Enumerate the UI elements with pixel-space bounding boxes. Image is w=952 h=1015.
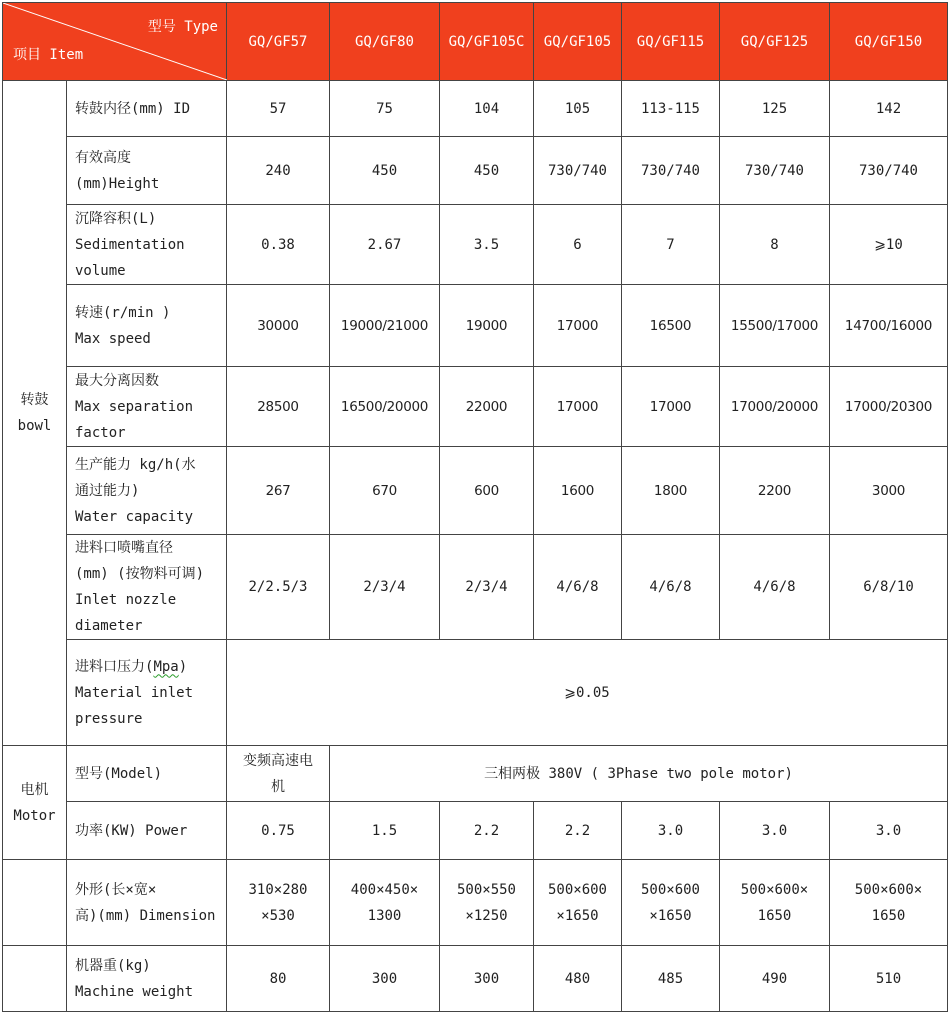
cell: 0.75 bbox=[227, 802, 330, 860]
row-label: 转速(r/min ) Max speed bbox=[67, 285, 227, 367]
cell: 2/2.5/3 bbox=[227, 535, 330, 640]
cell: 15500/17000 bbox=[720, 285, 830, 367]
cell: 变频高速电 机 bbox=[227, 746, 330, 802]
cell: 4/6/8 bbox=[622, 535, 720, 640]
group-bowl bbox=[3, 81, 67, 746]
cell: 16500/20000 bbox=[330, 367, 440, 447]
cell: 30000 bbox=[227, 285, 330, 367]
cell: 730/740 bbox=[622, 137, 720, 205]
row-label: 进料口压力(Mpa) Material inlet pressure bbox=[67, 640, 227, 746]
group-en: bowl bbox=[17, 418, 52, 434]
cell: 2.67 bbox=[330, 205, 440, 285]
cell: 3.5 bbox=[440, 205, 534, 285]
cell: 3.0 bbox=[720, 802, 830, 860]
cell: 2/3/4 bbox=[330, 535, 440, 640]
cell: 500×600 ×1650 bbox=[534, 860, 622, 946]
cell: 300 bbox=[330, 946, 440, 1012]
model-header: GQ/GF150 bbox=[830, 3, 948, 81]
cell: 1800 bbox=[622, 447, 720, 535]
cell: 57 bbox=[227, 81, 330, 137]
row-label: 沉降容积(L) Sedimentation volume bbox=[67, 205, 227, 285]
cell: 17000/20300 bbox=[830, 367, 948, 447]
row-label: 转鼓内径(mm) ID bbox=[67, 81, 227, 137]
blank-cell bbox=[3, 860, 67, 946]
cell: 0.38 bbox=[227, 205, 330, 285]
table-row bbox=[3, 285, 948, 367]
table-row bbox=[3, 746, 948, 802]
cell: 3000 bbox=[830, 447, 948, 535]
cell: 500×600× 1650 bbox=[830, 860, 948, 946]
row-label: 有效高度 (mm)Height bbox=[67, 137, 227, 205]
cell: 480 bbox=[534, 946, 622, 1012]
cell: 485 bbox=[622, 946, 720, 1012]
unit-mpa: Mpa bbox=[153, 658, 179, 675]
cell: 2200 bbox=[720, 447, 830, 535]
cell: 730/740 bbox=[720, 137, 830, 205]
cell: 510 bbox=[830, 946, 948, 1012]
cell: 28500 bbox=[227, 367, 330, 447]
cell: 113-115 bbox=[622, 81, 720, 137]
cell: 22000 bbox=[440, 367, 534, 447]
cell: 6 bbox=[534, 205, 622, 285]
table-row bbox=[3, 860, 948, 946]
table-row bbox=[3, 802, 948, 860]
row-label: 功率(KW) Power bbox=[67, 802, 227, 860]
row-label: 外形(长×宽× 高)(mm) Dimension bbox=[67, 860, 227, 946]
header-row bbox=[3, 3, 948, 81]
cell: 2.2 bbox=[440, 802, 534, 860]
cell: 2/3/4 bbox=[440, 535, 534, 640]
cell: 310×280 ×530 bbox=[227, 860, 330, 946]
cell: 7 bbox=[622, 205, 720, 285]
cell: 300 bbox=[440, 946, 534, 1012]
cell: 1600 bbox=[534, 447, 622, 535]
group-cn: 转鼓 bbox=[20, 392, 49, 408]
cell: 240 bbox=[227, 137, 330, 205]
row-label: 最大分离因数 Max separation factor bbox=[67, 367, 227, 447]
model-header: GQ/GF105C bbox=[440, 3, 534, 81]
table-row bbox=[3, 447, 948, 535]
cell: 17000/20000 bbox=[720, 367, 830, 447]
cell: 450 bbox=[440, 137, 534, 205]
group-motor bbox=[3, 746, 67, 860]
table-row bbox=[3, 640, 948, 746]
cell: 3.0 bbox=[830, 802, 948, 860]
cell: 80 bbox=[227, 946, 330, 1012]
cell: 19000/21000 bbox=[330, 285, 440, 367]
cell: 125 bbox=[720, 81, 830, 137]
model-header: GQ/GF80 bbox=[330, 3, 440, 81]
cell: 104 bbox=[440, 81, 534, 137]
diagonal-line bbox=[3, 3, 227, 80]
cell: 17000 bbox=[622, 367, 720, 447]
row-label: 机器重(kg) Machine weight bbox=[67, 946, 227, 1012]
group-cn: 电机 bbox=[20, 781, 49, 798]
cell: 3.0 bbox=[622, 802, 720, 860]
model-header: GQ/GF105 bbox=[534, 3, 622, 81]
cell: 500×600× 1650 bbox=[720, 860, 830, 946]
cell: 670 bbox=[330, 447, 440, 535]
cell: 142 bbox=[830, 81, 948, 137]
cell: 450 bbox=[330, 137, 440, 205]
cell-motor-type: 三相两极 380V ( 3Phase two pole motor) bbox=[330, 746, 948, 802]
cell: 500×550 ×1250 bbox=[440, 860, 534, 946]
table-row bbox=[3, 946, 948, 1012]
row-label: 型号(Model) bbox=[67, 746, 227, 802]
item-label: 项目 Item bbox=[13, 47, 84, 63]
table-row bbox=[3, 81, 948, 137]
spec-table bbox=[2, 2, 948, 1012]
cell: 730/740 bbox=[830, 137, 948, 205]
cell: 730/740 bbox=[534, 137, 622, 205]
cell: 4/6/8 bbox=[534, 535, 622, 640]
row-label: 进料口喷嘴直径 (mm) (按物料可调) Inlet nozzle diameter bbox=[67, 535, 227, 640]
row-label: 生产能力 kg/h(水 通过能力) Water capacity bbox=[67, 447, 227, 535]
cell: 400×450× 1300 bbox=[330, 860, 440, 946]
cell: 16500 bbox=[622, 285, 720, 367]
cell: 17000 bbox=[534, 285, 622, 367]
blank-cell bbox=[3, 946, 67, 1012]
cell: 267 bbox=[227, 447, 330, 535]
cell: 600 bbox=[440, 447, 534, 535]
cell: 1.5 bbox=[330, 802, 440, 860]
cell: 500×600 ×1650 bbox=[622, 860, 720, 946]
cell: 75 bbox=[330, 81, 440, 137]
cell: 14700/16000 bbox=[830, 285, 948, 367]
cell-pressure: ⩾0.05 bbox=[227, 640, 948, 746]
table-row bbox=[3, 137, 948, 205]
table-row bbox=[3, 535, 948, 640]
model-header: GQ/GF125 bbox=[720, 3, 830, 81]
corner-cell bbox=[3, 3, 227, 81]
cell: 4/6/8 bbox=[720, 535, 830, 640]
cell: 19000 bbox=[440, 285, 534, 367]
cell: 6/8/10 bbox=[830, 535, 948, 640]
cell: ⩾10 bbox=[830, 205, 948, 285]
cell: 105 bbox=[534, 81, 622, 137]
cell: 490 bbox=[720, 946, 830, 1012]
cell: 17000 bbox=[534, 367, 622, 447]
model-header: GQ/GF57 bbox=[227, 3, 330, 81]
table-row bbox=[3, 205, 948, 285]
cell: 8 bbox=[720, 205, 830, 285]
cell: 2.2 bbox=[534, 802, 622, 860]
type-label: 型号 Type bbox=[147, 19, 218, 35]
group-en: Motor bbox=[13, 807, 56, 824]
model-header: GQ/GF115 bbox=[622, 3, 720, 81]
table-row bbox=[3, 367, 948, 447]
